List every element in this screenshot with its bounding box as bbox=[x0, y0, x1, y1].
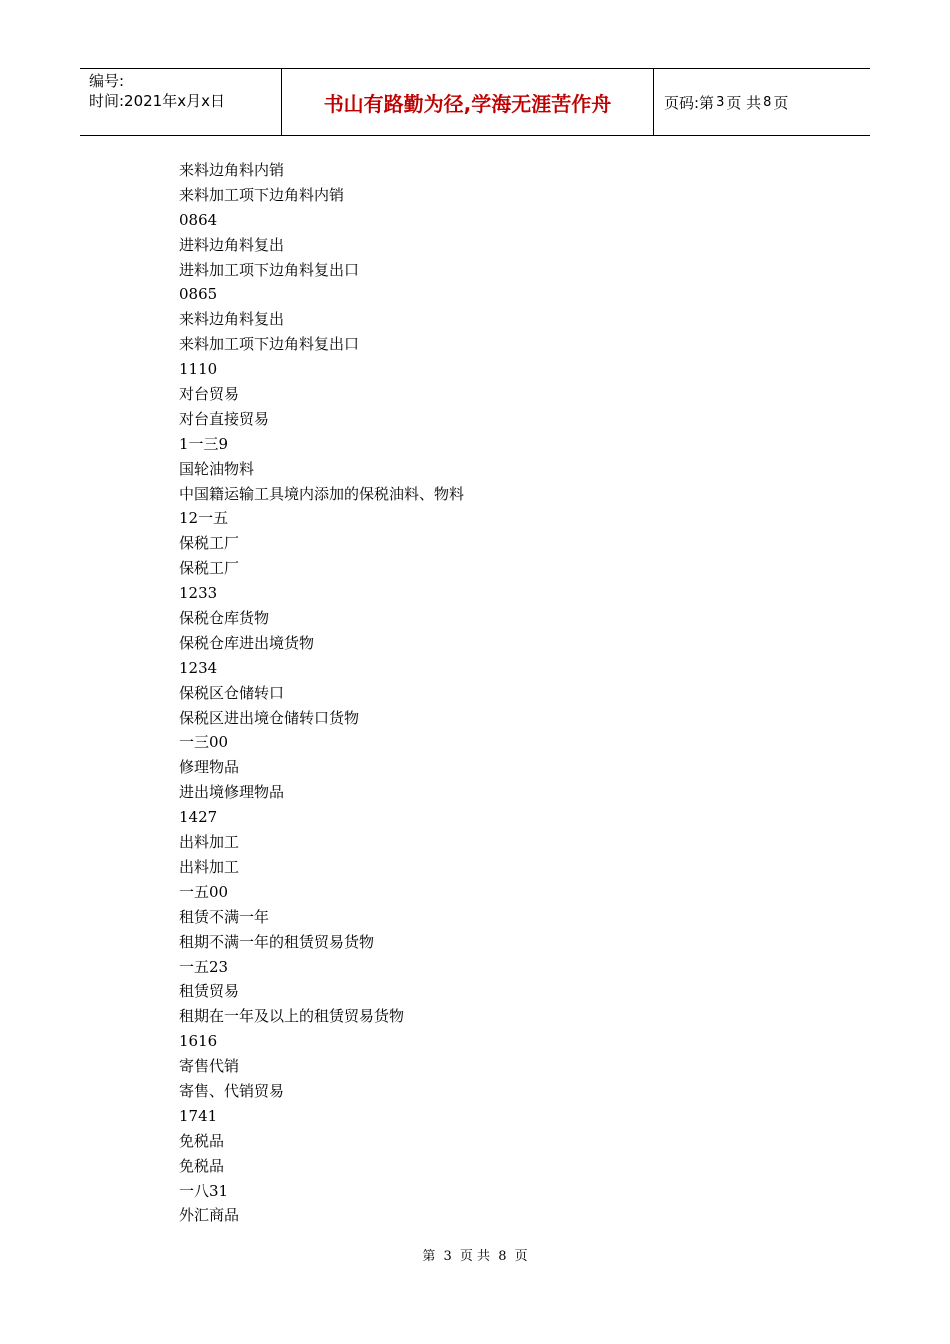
header-meta bbox=[80, 69, 282, 135]
content-line: 来料边角料复出 bbox=[179, 310, 285, 329]
content-line: 保税区进出境仓储转口货物 bbox=[179, 708, 360, 727]
content-line: 1一三9 bbox=[179, 434, 229, 453]
content-line: 来料边角料内销 bbox=[179, 161, 285, 179]
content-line: 来料加工项下边角料内销 bbox=[179, 185, 345, 204]
content-line: 1427 bbox=[179, 808, 218, 827]
footer-total: 8 bbox=[498, 1249, 507, 1264]
content-line: 进料加工项下边角料复出口 bbox=[179, 260, 360, 279]
footer-current: 3 bbox=[443, 1249, 452, 1264]
content-line: 寄售代销 bbox=[179, 1057, 240, 1076]
content-line: 0864 bbox=[179, 210, 218, 229]
page-prefix: 页码:第 bbox=[664, 93, 715, 112]
content-line: 免税品 bbox=[179, 1156, 225, 1175]
content-line: 1233 bbox=[179, 584, 218, 603]
content-line: 租赁贸易 bbox=[179, 982, 240, 1001]
content-line: 一五00 bbox=[179, 882, 229, 901]
content-line: 保税仓库进出境货物 bbox=[179, 633, 315, 652]
content-line: 国轮油物料 bbox=[179, 459, 255, 478]
content-line: 租赁不满一年 bbox=[179, 907, 270, 926]
content-line: 出料加工 bbox=[179, 833, 240, 852]
document-time-label: 时间:2021年x月x日 bbox=[89, 92, 225, 110]
header-page-info bbox=[654, 69, 870, 135]
page-mid: 页 共 bbox=[726, 93, 762, 112]
footer-suffix: 页 bbox=[514, 1249, 528, 1264]
content-line: 保税工厂 bbox=[179, 559, 240, 578]
page-suffix: 页 bbox=[773, 93, 789, 112]
content-line: 0865 bbox=[179, 285, 218, 304]
content-line: 租期不满一年的租赁贸易货物 bbox=[179, 932, 375, 951]
content-line: 外汇商品 bbox=[179, 1206, 240, 1225]
content-line: 1616 bbox=[179, 1032, 218, 1051]
content-line: 一八31 bbox=[179, 1181, 229, 1200]
content-line: 保税区仓储转口 bbox=[179, 683, 285, 702]
content-line: 1110 bbox=[179, 360, 218, 379]
content-line: 1741 bbox=[179, 1106, 218, 1125]
content-line: 一三00 bbox=[179, 733, 229, 752]
footer-prefix: 第 bbox=[422, 1249, 436, 1264]
content-line: 对台直接贸易 bbox=[179, 409, 270, 428]
content-line: 对台贸易 bbox=[179, 385, 240, 404]
content-line: 来料加工项下边角料复出口 bbox=[179, 335, 360, 354]
header-motto: 书山有路勤为径,学海无涯苦作舟 bbox=[282, 69, 654, 135]
page-footer bbox=[0, 1245, 950, 1264]
content-line: 一五23 bbox=[179, 957, 229, 976]
content-line: 免税品 bbox=[179, 1131, 225, 1150]
content-line: 进出境修理物品 bbox=[179, 783, 285, 802]
document-number-label: 编号: bbox=[89, 72, 125, 90]
content-line: 保税仓库货物 bbox=[179, 609, 270, 628]
content-line: 中国籍运输工具境内添加的保税油料、物料 bbox=[179, 484, 465, 503]
content-line: 寄售、代销贸易 bbox=[179, 1081, 285, 1100]
content-line: 出料加工 bbox=[179, 857, 240, 876]
page-header bbox=[80, 68, 870, 136]
content-line: 进料边角料复出 bbox=[179, 235, 285, 254]
content-line: 租期在一年及以上的租赁贸易货物 bbox=[179, 1007, 405, 1026]
footer-mid: 页 共 bbox=[459, 1249, 491, 1264]
page-current: 3 bbox=[716, 94, 725, 110]
content-line: 修理物品 bbox=[179, 758, 240, 777]
content-line: 1234 bbox=[179, 658, 218, 677]
content-line: 保税工厂 bbox=[179, 534, 240, 553]
content-line: 12一五 bbox=[179, 509, 229, 528]
document-body bbox=[179, 158, 464, 1228]
page-total: 8 bbox=[763, 94, 772, 110]
